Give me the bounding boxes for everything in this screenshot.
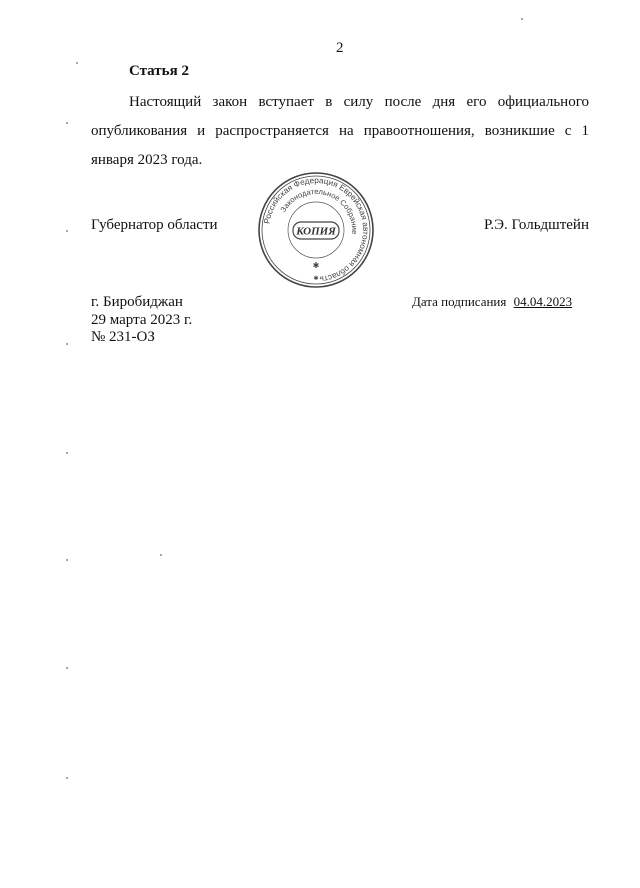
seal-outer-text: Российская Федерация Еврейская автономная область — [262, 175, 371, 284]
scan-speck — [66, 777, 68, 779]
seal-star-icon: ✱ — [313, 276, 319, 282]
page-number: 2 — [336, 40, 344, 56]
scan-speck — [66, 122, 68, 124]
law-number: № 231-ОЗ — [91, 329, 155, 345]
seal-inner-text: Законодательное Собрание — [278, 186, 360, 235]
seal-center-text: КОПИЯ — [296, 225, 336, 238]
article-body — [91, 88, 589, 175]
governor-position: Губернатор области — [91, 217, 218, 233]
signing-date — [412, 294, 572, 310]
governor-name: Р.Э. Гольдштейн — [483, 217, 589, 233]
issue-place: г. Биробиджан — [91, 294, 183, 310]
article-title: Статья 2 — [129, 63, 189, 79]
scan-speck — [76, 62, 78, 64]
seal-star-icon: ✱ — [312, 261, 320, 270]
issue-date: 29 марта 2023 г. — [91, 312, 193, 328]
official-seal — [253, 170, 379, 290]
scan-speck — [66, 559, 68, 561]
article-paragraph: Настоящий закон вступает в силу после дня его официального опубликования и распространяется на правоотношения, возникшие с 1 января 2023 года. — [91, 94, 589, 168]
scan-speck — [66, 452, 68, 454]
scan-speck — [66, 343, 68, 345]
scan-speck — [160, 554, 162, 556]
signing-date-label: Дата подписания — [412, 294, 507, 309]
signing-date-value: 04.04.2023 — [513, 294, 573, 309]
scan-speck — [66, 667, 68, 669]
scan-speck — [521, 18, 523, 20]
scan-speck — [66, 230, 68, 232]
